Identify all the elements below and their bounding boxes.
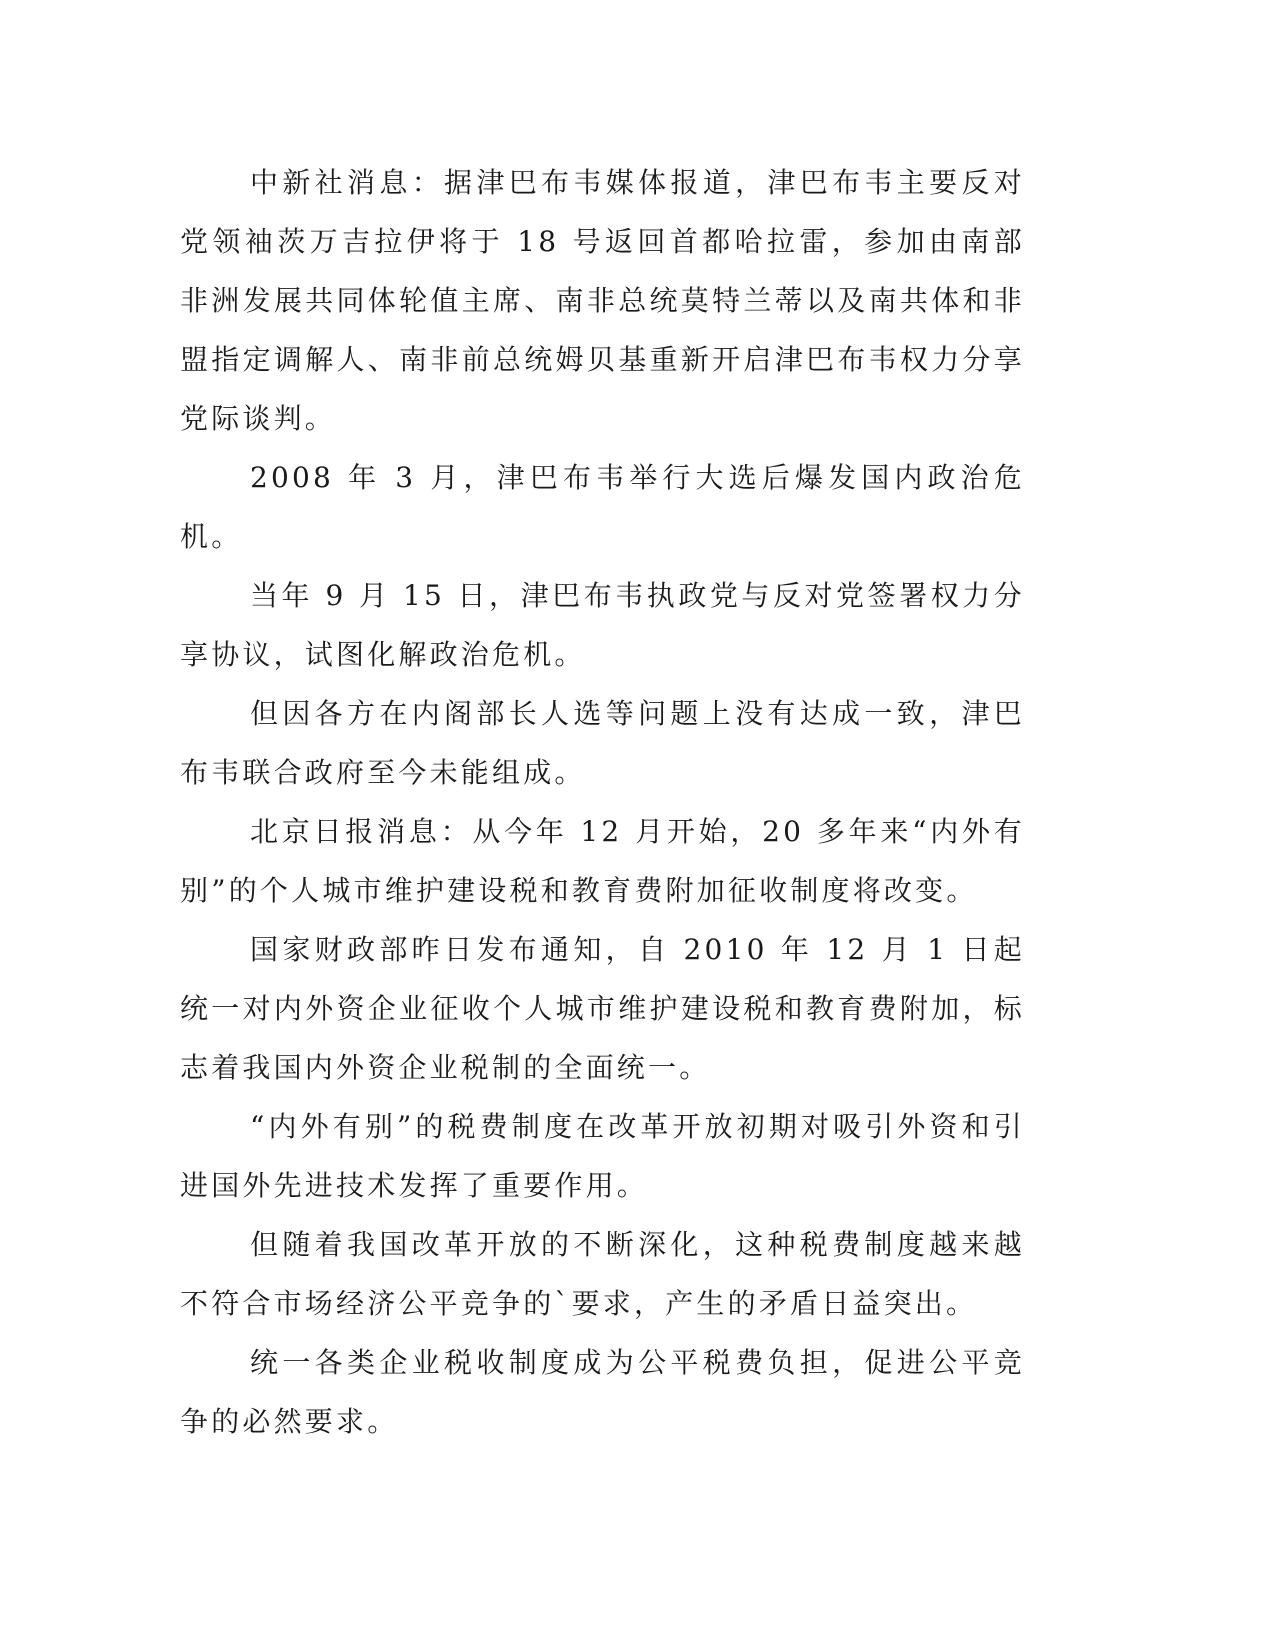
paragraph-9: 统一各类企业税收制度成为公平税费负担，促进公平竞争的必然要求。 [180,1346,1025,1438]
paragraph-8: 但随着我国改革开放的不断深化，这种税费制度越来越不符合市场经济公平竞争的`要求，产生的矛盾日益突出。 [180,1228,1025,1320]
paragraph-7: “内外有别”的税费制度在改革开放初期对吸引外资和引进国外先进技术发挥了重要作用。 [180,1110,1025,1202]
paragraph-3: 当年 9 月 15 日，津巴布韦执政党与反对党签署权力分享协议，试图化解政治危机。 [180,579,1025,671]
paragraph-6: 国家财政部昨日发布通知，自 2010 年 12 月 1 日起统一对内外资企业征收个人城市维护建设税和教育费附加，标志着我国内外资企业税制的全面统一。 [180,933,1025,1084]
paragraph-1: 中新社消息：据津巴布韦媒体报道，津巴布韦主要反对党领袖茨万吉拉伊将于 18 号返回首都哈拉雷，参加由南部非洲发展共同体轮值主席、南非总统莫特兰蒂以及南共体和非盟指定调解人、南非前总统姆贝基重新开启津巴布韦权力分享党际谈判。 [180,166,1025,435]
paragraph-2: 2008 年 3 月，津巴布韦举行大选后爆发国内政治危机。 [180,461,1025,553]
document-body [180,153,1025,1451]
paragraph-4: 但因各方在内阁部长人选等问题上没有达成一致，津巴布韦联合政府至今未能组成。 [180,697,1025,789]
paragraph-5: 北京日报消息：从今年 12 月开始，20 多年来“内外有别”的个人城市维护建设税和教育费附加征收制度将改变。 [180,815,1025,907]
